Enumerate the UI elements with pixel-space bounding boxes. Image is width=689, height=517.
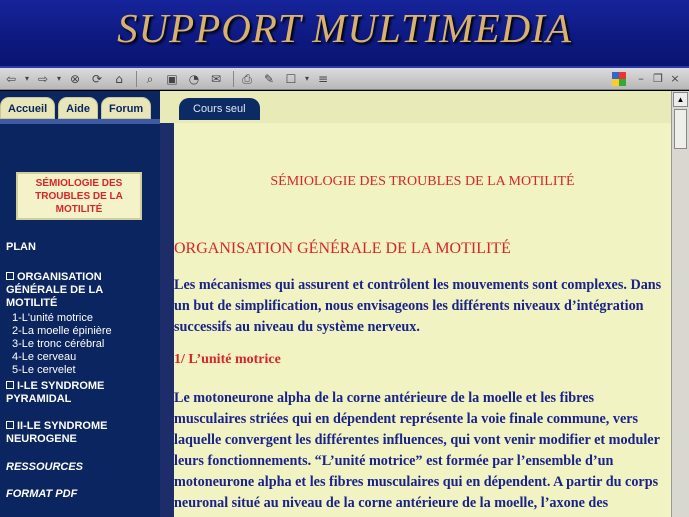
dropdown-arrow-icon[interactable]: ▾ [24,73,29,83]
sidebar-item-syndrome-neurogene[interactable] [6,420,126,446]
nav-divider [0,119,160,124]
sidebar-nav-tabs [0,97,154,119]
format-pdf-link[interactable]: FORMAT PDF [6,488,78,500]
mail-icon[interactable]: ✉ [210,71,222,86]
content-left-border [160,123,174,517]
scroll-thumb[interactable] [674,109,687,149]
windows-logo-icon [612,72,626,86]
sidebar-subitem-cerveau[interactable]: 4-Le cerveau [12,351,77,363]
sidebar-item-label: I-LE SYNDROME PYRAMIDAL [6,380,105,405]
sidebar-item-organisation[interactable] [6,271,126,310]
sidebar-item-label: ORGANISATION GÉNÉRALE DE LA MOTILITÉ [6,271,103,309]
content-header [160,91,689,123]
ressources-link[interactable]: RESSOURCES [6,461,84,473]
vertical-scrollbar[interactable] [671,91,689,517]
banner-title: SUPPORT MULTIMEDIA [117,5,572,51]
course-content [174,123,671,517]
course-title-box[interactable]: SÉMIOLOGIE DES TROUBLES DE LA MOTILITÉ [16,172,142,220]
discuss-icon[interactable]: ☐ [285,71,297,86]
tab-accueil[interactable]: Accueil [0,97,55,119]
home-icon[interactable]: ⌂ [115,71,123,86]
tab-aide[interactable]: Aide [58,97,98,119]
sidebar-subitem-tronc[interactable]: 3-Le tronc cérébral [12,338,105,350]
toolbar-separator [233,71,234,87]
edit-icon[interactable]: ✎ [263,71,275,86]
sidebar-item-label: II-LE SYNDROME NEUROGENE [6,420,108,445]
toolbar-separator [136,71,137,87]
restore-icon[interactable]: ❐ [653,72,663,85]
print-icon[interactable]: ⎙ [242,71,252,86]
browser-toolbar [0,68,689,90]
back-icon[interactable]: ⇦ [5,71,17,86]
checkbox-icon [6,272,14,280]
stop-icon[interactable]: ⊗ [69,71,81,86]
checkbox-icon [6,421,14,429]
sidebar [0,91,160,517]
sidebar-subitem-moelle[interactable]: 2-La moelle épinière [12,325,112,337]
section-heading: ORGANISATION GÉNÉRALE DE LA MOTILITÉ [174,240,511,257]
close-icon[interactable]: × [670,72,680,85]
body-paragraph: Le motoneurone alpha de la corne antérieure de la moelle et les fibres musculaires striées qui en dépendent représente la voie finale commune, vers laquelle convergent les différentes influences, qui vont venir modifier et moduler leurs fonctionnements. “L’unité motrice” est formée par l’ensemble d’un motoneurone alpha et les fibres musculaires qui en dépendent. A partir du corps neuronal situé au niveau de la corne antérieure de la moelle, l’axone des [174,390,660,511]
refresh-icon[interactable]: ⟳ [91,71,103,86]
sidebar-item-syndrome-pyramidal[interactable] [6,380,126,406]
dropdown-arrow-icon[interactable]: ▾ [56,73,61,83]
tab-forum[interactable]: Forum [101,97,151,119]
history-icon[interactable]: ◔ [188,71,200,86]
scroll-up-icon[interactable]: ▲ [673,92,688,107]
tab-cours-seul[interactable]: Cours seul [179,98,260,120]
banner [0,0,689,68]
favorites-icon[interactable]: ▣ [166,71,178,86]
forward-icon[interactable]: ⇨ [37,71,49,86]
subsection-heading: 1/ L’unité motrice [174,352,281,367]
checkbox-icon [6,381,14,389]
intro-paragraph: Les mécanismes qui assurent et contrôlent les mouvements sont complexes. Dans un but de simplification, nous envisageons les différents niveaux d’intégration successifs au niveau du système nerveux. [174,277,662,335]
sidebar-subitem-cervelet[interactable]: 5-Le cervelet [12,364,76,376]
minimize-icon[interactable]: – [638,72,644,85]
dropdown-arrow-icon[interactable]: ▾ [304,73,309,83]
page-title: SÉMIOLOGIE DES TROUBLES DE LA MOTILITÉ [270,174,575,189]
sidebar-sublist [12,312,112,377]
plan-label: PLAN [6,241,36,253]
sidebar-subitem-unite-motrice[interactable]: 1-L'unité motrice [12,312,93,324]
search-icon[interactable]: ⌕ [146,71,154,86]
messenger-icon[interactable]: ≡ [317,71,329,86]
